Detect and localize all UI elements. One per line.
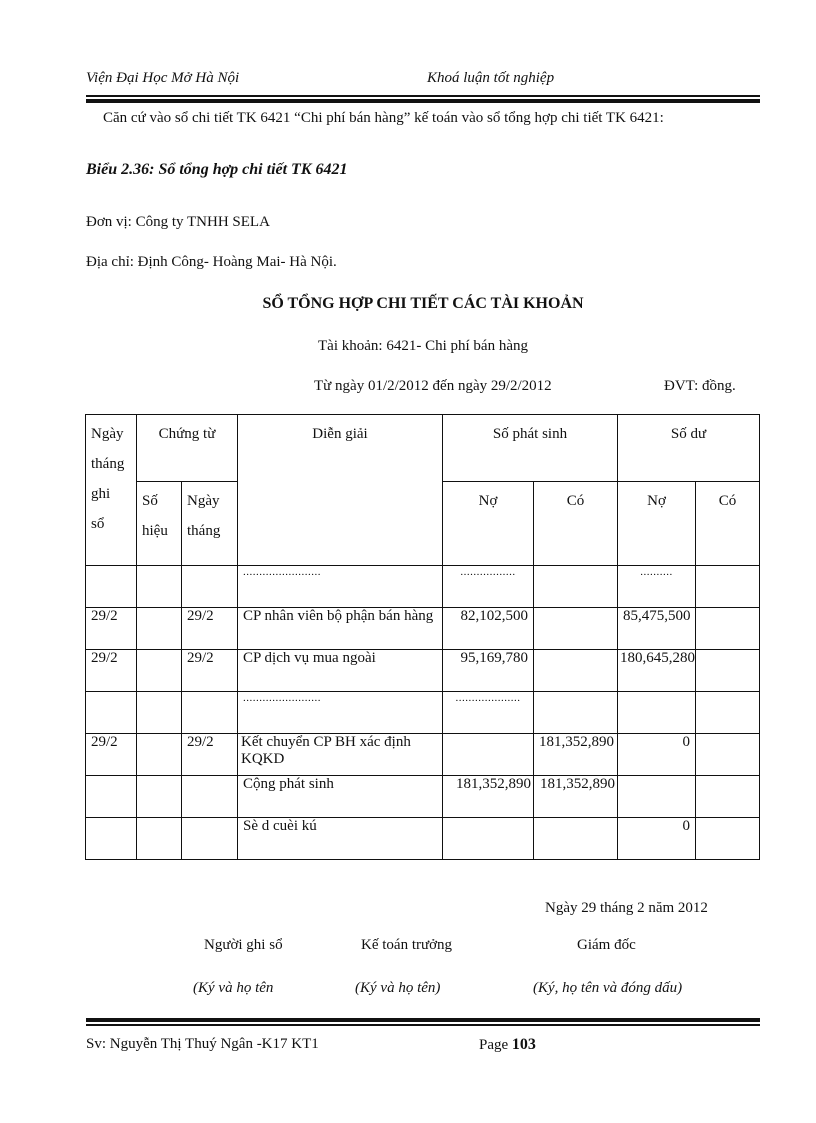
cell-credit <box>534 818 618 860</box>
table-header-row <box>86 415 760 482</box>
header-institute: Viện Đại Học Mở Hà Nội <box>86 70 240 86</box>
cell-balance-credit <box>696 650 760 692</box>
header-arising: Số phát sinh <box>443 415 618 482</box>
cell-balance-debit: 0 <box>618 818 696 860</box>
company-unit: Đơn vị: Công ty TNHH SELA <box>86 214 270 230</box>
cell-date <box>86 776 137 818</box>
header-thesis: Khoá luận tốt nghiệp <box>427 70 555 86</box>
header-posting-date: Ngày tháng ghi sổ <box>86 415 137 566</box>
cell-debit: 95,169,780 <box>443 650 534 692</box>
signature-date: Ngày 29 tháng 2 năm 2012 <box>545 900 708 916</box>
signer-chief-accountant: Kế toán trưởng <box>361 937 453 953</box>
cell-balance-credit <box>696 776 760 818</box>
cell-voucher-no <box>137 566 182 608</box>
cell-description: Kết chuyển CP BH xác định KQKD <box>238 734 443 776</box>
footer-rule <box>86 1018 760 1026</box>
cell-voucher-date <box>182 692 238 734</box>
cell-voucher-no <box>137 608 182 650</box>
header-description: Diễn giải <box>238 415 443 566</box>
cell-credit: 181,352,890 <box>534 734 618 776</box>
cell-description: CP nhân viên bộ phận bán hàng <box>238 608 443 650</box>
cell-debit: ................. <box>443 566 534 608</box>
cell-balance-debit: .......... <box>618 566 696 608</box>
cell-credit <box>534 608 618 650</box>
cell-voucher-no <box>137 818 182 860</box>
cell-voucher-date: 29/2 <box>182 608 238 650</box>
cell-debit <box>443 734 534 776</box>
cell-balance-credit <box>696 566 760 608</box>
cell-date: 29/2 <box>86 734 137 776</box>
period-line: Từ ngày 01/2/2012 đến ngày 29/2/2012 <box>314 378 552 394</box>
cell-date <box>86 692 137 734</box>
page-number: 103 <box>511 1036 536 1053</box>
signer-recorder: Người ghi sổ <box>204 937 283 953</box>
cell-voucher-date: 29/2 <box>182 650 238 692</box>
cell-balance-debit: 85,475,500 <box>618 608 696 650</box>
table-caption: Biểu 2.36: Sổ tổng hợp chi tiết TK 6421 <box>86 161 348 178</box>
signer-director: Giám đốc <box>577 937 636 953</box>
cell-debit: .................... <box>443 692 534 734</box>
cell-balance-credit <box>696 734 760 776</box>
cell-balance-credit <box>696 608 760 650</box>
cell-date: 29/2 <box>86 650 137 692</box>
cell-balance-credit <box>696 818 760 860</box>
table-row <box>86 608 760 650</box>
ledger-table <box>85 414 760 860</box>
cell-credit <box>534 650 618 692</box>
table-row <box>86 776 760 818</box>
intro-text: Căn cứ vào sổ chi tiết TK 6421 “Chi phí bán hàng” kế toán vào sổ tổng hợp chi tiết TK 6421: <box>103 110 664 126</box>
footer-student: Sv: Nguyễn Thị Thuý Ngân -K17 KT1 <box>86 1036 319 1052</box>
table-row <box>86 734 760 776</box>
table-row <box>86 692 760 734</box>
header-balance-credit: Có <box>696 482 760 566</box>
director-note: (Ký, họ tên và đóng dấu) <box>533 980 683 996</box>
cell-description: CP dịch vụ mua ngoài <box>238 650 443 692</box>
cell-balance-debit <box>618 776 696 818</box>
header-credit: Có <box>534 482 618 566</box>
cell-description: ........................ <box>238 566 443 608</box>
cell-voucher-date <box>182 566 238 608</box>
ledger-title: SỔ TỔNG HỢP CHI TIẾT CÁC TÀI KHOẢN <box>262 295 584 312</box>
cell-description: Cộng phát sinh <box>238 776 443 818</box>
cell-voucher-no <box>137 650 182 692</box>
cell-debit <box>443 818 534 860</box>
cell-voucher-no <box>137 776 182 818</box>
header-rule <box>86 95 760 103</box>
cell-debit: 82,102,500 <box>443 608 534 650</box>
account-line: Tài khoản: 6421- Chi phí bán hàng <box>318 338 528 354</box>
header-balance-debit: Nợ <box>618 482 696 566</box>
cell-balance-debit: 0 <box>618 734 696 776</box>
footer-page <box>479 1036 536 1054</box>
cell-voucher-date <box>182 818 238 860</box>
header-balance: Số dư <box>618 415 760 482</box>
table-row <box>86 818 760 860</box>
recorder-note: (Ký và họ tên <box>193 980 274 996</box>
cell-credit <box>534 692 618 734</box>
page-label: Page <box>479 1037 509 1053</box>
cell-voucher-no <box>137 692 182 734</box>
cell-balance-debit: 180,645,280 <box>618 650 696 692</box>
cell-balance-debit <box>618 692 696 734</box>
chief-accountant-note: (Ký và họ tên) <box>355 980 441 996</box>
cell-debit: 181,352,890 <box>443 776 534 818</box>
cell-description: Sè d cuèi kú <box>238 818 443 860</box>
cell-description: ........................ <box>238 692 443 734</box>
header-voucher: Chứng từ <box>137 415 238 482</box>
cell-voucher-date <box>182 776 238 818</box>
unit-of-measure: ĐVT: đồng. <box>664 378 736 394</box>
header-voucher-no: Số hiệu <box>137 482 182 566</box>
cell-date: 29/2 <box>86 608 137 650</box>
cell-balance-credit <box>696 692 760 734</box>
header-voucher-date: Ngày tháng <box>182 482 238 566</box>
cell-date <box>86 818 137 860</box>
cell-voucher-date: 29/2 <box>182 734 238 776</box>
cell-date <box>86 566 137 608</box>
cell-voucher-no <box>137 734 182 776</box>
header-debit: Nợ <box>443 482 534 566</box>
table-row <box>86 650 760 692</box>
cell-credit <box>534 566 618 608</box>
cell-credit: 181,352,890 <box>534 776 618 818</box>
table-row <box>86 566 760 608</box>
company-address: Địa chỉ: Định Công- Hoàng Mai- Hà Nội. <box>86 254 337 270</box>
